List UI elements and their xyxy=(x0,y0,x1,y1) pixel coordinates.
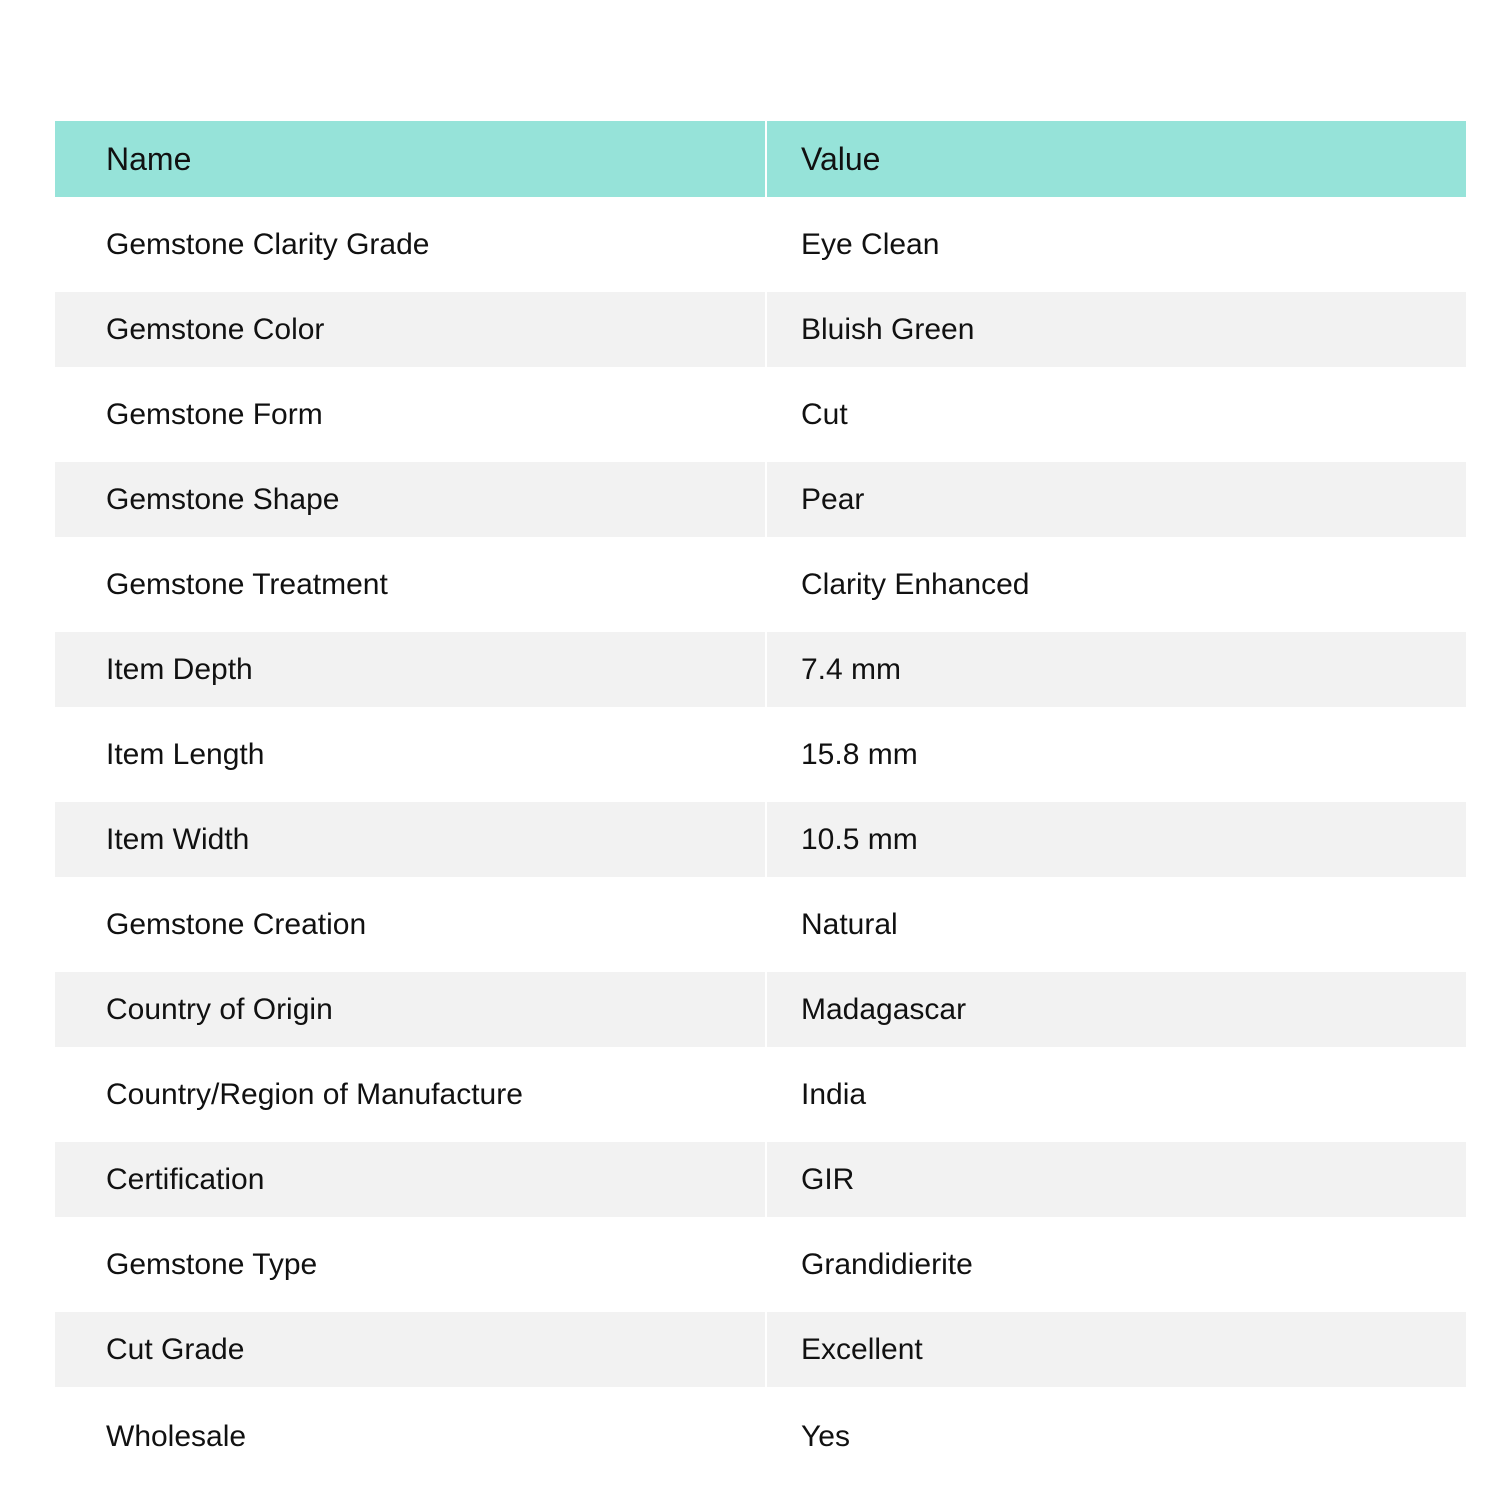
row-value-cell: Excellent xyxy=(766,1307,1466,1392)
name-column-header: Name xyxy=(55,121,766,202)
row-name-cell: Gemstone Color xyxy=(55,287,766,372)
specifications-table xyxy=(55,121,1466,1477)
table-row xyxy=(55,287,1466,372)
row-name-cell: Certification xyxy=(55,1137,766,1222)
table-row xyxy=(55,457,1466,542)
row-name-cell: Item Depth xyxy=(55,627,766,712)
table-row xyxy=(55,797,1466,882)
table-row xyxy=(55,1307,1466,1392)
table-row xyxy=(55,542,1466,627)
row-name-cell: Country of Origin xyxy=(55,967,766,1052)
table-row xyxy=(55,1222,1466,1307)
table-row xyxy=(55,202,1466,287)
table-row xyxy=(55,712,1466,797)
value-column-header: Value xyxy=(766,121,1466,202)
table-row xyxy=(55,1392,1466,1477)
row-value-cell: 15.8 mm xyxy=(766,712,1466,797)
table-row xyxy=(55,627,1466,712)
row-value-cell: Cut xyxy=(766,372,1466,457)
table-header xyxy=(55,121,1466,202)
row-name-cell: Gemstone Form xyxy=(55,372,766,457)
row-name-cell: Gemstone Clarity Grade xyxy=(55,202,766,287)
row-name-cell: Gemstone Creation xyxy=(55,882,766,967)
row-value-cell: Pear xyxy=(766,457,1466,542)
table-row xyxy=(55,967,1466,1052)
row-value-cell: Bluish Green xyxy=(766,287,1466,372)
table-body xyxy=(55,202,1466,1477)
row-name-cell: Gemstone Treatment xyxy=(55,542,766,627)
row-name-cell: Wholesale xyxy=(55,1392,766,1477)
table-row xyxy=(55,1052,1466,1137)
row-value-cell: 10.5 mm xyxy=(766,797,1466,882)
table-row xyxy=(55,882,1466,967)
row-name-cell: Item Length xyxy=(55,712,766,797)
table-row xyxy=(55,1137,1466,1222)
row-value-cell: Madagascar xyxy=(766,967,1466,1052)
row-name-cell: Item Width xyxy=(55,797,766,882)
row-name-cell: Cut Grade xyxy=(55,1307,766,1392)
table-row xyxy=(55,372,1466,457)
row-name-cell: Gemstone Shape xyxy=(55,457,766,542)
row-name-cell: Gemstone Type xyxy=(55,1222,766,1307)
row-value-cell: Grandidierite xyxy=(766,1222,1466,1307)
row-value-cell: India xyxy=(766,1052,1466,1137)
row-value-cell: Yes xyxy=(766,1392,1466,1477)
row-name-cell: Country/Region of Manufacture xyxy=(55,1052,766,1137)
row-value-cell: Natural xyxy=(766,882,1466,967)
row-value-cell: Clarity Enhanced xyxy=(766,542,1466,627)
row-value-cell: 7.4 mm xyxy=(766,627,1466,712)
header-row xyxy=(55,121,1466,202)
row-value-cell: GIR xyxy=(766,1137,1466,1222)
row-value-cell: Eye Clean xyxy=(766,202,1466,287)
